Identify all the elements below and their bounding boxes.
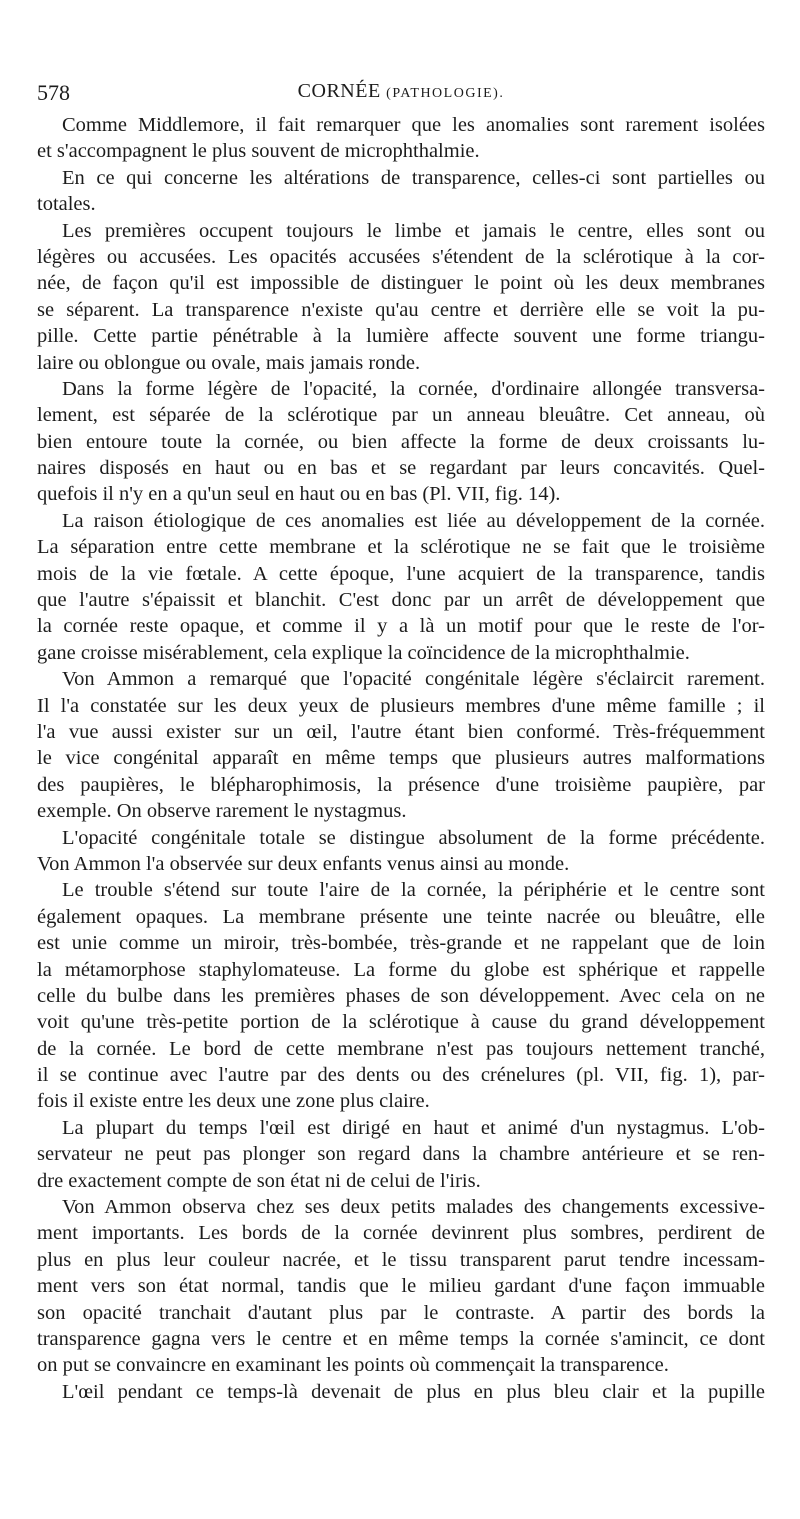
running-title-subtitle: (PATHOLOGIE).: [386, 86, 505, 101]
body-text: [37, 112, 765, 1405]
text-line: totales.: [37, 193, 96, 216]
text-line: on put se convaincre en examinant les points où commençait la transparence.: [37, 1354, 669, 1377]
paragraph: [37, 1194, 765, 1379]
paragraph: [37, 508, 765, 666]
text-line: est unie comme un miroir, très-bombée, très-grande et ne rappelant que de loin: [37, 932, 765, 955]
text-line: plus en plus leur couleur nacrée, et le tissu transparent parut tendre incessam-: [37, 1248, 765, 1271]
text-line: naires disposés en haut ou en bas et se regardant par leurs concavités. Quel-: [37, 457, 765, 480]
text-line: La plupart du temps l'œil est dirigé en haut et animé d'un nystagmus. L'ob-: [62, 1116, 765, 1139]
text-line: Dans la forme légère de l'opacité, la cornée, d'ordinaire allongée transversa-: [62, 377, 765, 400]
paragraph: [37, 218, 765, 376]
text-line: son opacité tranchait d'autant plus par le contraste. A partir des bords la: [37, 1301, 765, 1324]
text-line: de la cornée. Le bord de cette membrane n'est pas toujours nettement tranché,: [37, 1037, 765, 1060]
text-line: En ce qui concerne les altérations de transparence, celles-ci sont partielles ou: [62, 166, 765, 189]
running-header: [37, 80, 765, 106]
text-line: exemple. On observe rarement le nystagmus.: [37, 800, 407, 823]
text-line: la métamorphose staphylomateuse. La forme du globe est sphérique et rappelle: [37, 958, 765, 981]
running-title: [37, 80, 765, 103]
text-line: voit qu'une très-petite portion de la sclérotique à cause du grand développement: [37, 1011, 765, 1034]
text-line: légères ou accusées. Les opacités accusées s'étendent de la sclérotique à la cor-: [37, 245, 765, 268]
text-line: se séparent. La transparence n'existe qu'au centre et derrière elle se voit la pu-: [37, 298, 765, 321]
running-title-main: CORNÉE: [297, 80, 381, 102]
text-line: et s'accompagnent le plus souvent de microphthalmie.: [37, 140, 480, 163]
text-line: Von Ammon l'a observée sur deux enfants venus ainsi au monde.: [37, 852, 570, 875]
paragraph: [37, 877, 765, 1115]
text-line: Le trouble s'étend sur toute l'aire de la cornée, la périphérie et le centre sont: [62, 879, 765, 902]
text-line: la cornée reste opaque, et comme il y a là un motif pour que le reste de l'or-: [37, 615, 765, 638]
text-line: L'œil pendant ce temps-là devenait de plus en plus bleu clair et la pupille: [62, 1380, 765, 1403]
text-line: l'a vue aussi exister sur un œil, l'autre étant bien conformé. Très-fréquemment: [37, 720, 765, 743]
paragraph: [37, 825, 765, 878]
text-line: bien entoure toute la cornée, ou bien affecte la forme de deux croissants lu-: [37, 430, 765, 453]
text-line: gane croisse misérablement, cela explique la coïncidence de la microphthalmie.: [37, 641, 690, 664]
text-line: dre exactement compte de son état ni de celui de l'iris.: [37, 1169, 481, 1192]
text-line: également opaques. La membrane présente une teinte nacrée ou bleuâtre, elle: [37, 905, 765, 928]
text-line: il se continue avec l'autre par des dents ou des crénelures (pl. VII, fig. 1), par-: [37, 1064, 765, 1087]
text-line: Les premières occupent toujours le limbe et jamais le centre, elles sont ou: [62, 219, 765, 242]
paragraph: [37, 666, 765, 824]
text-line: mois de la vie fœtale. A cette époque, l'une acquiert de la transparence, tandis: [37, 562, 765, 585]
text-line: ment vers son état normal, tandis que le milieu gardant d'une façon immuable: [37, 1275, 765, 1298]
text-line: le vice congénital apparaît en même temps que plusieurs autres malformations: [37, 747, 765, 770]
text-line: Il l'a constatée sur les deux yeux de plusieurs membres d'une même famille ; il: [37, 694, 765, 717]
text-line: La raison étiologique de ces anomalies est liée au développement de la cornée.: [62, 509, 765, 532]
text-line: Von Ammon a remarqué que l'opacité congénitale légère s'éclaircit rarement.: [62, 668, 765, 691]
text-line: La séparation entre cette membrane et la sclérotique ne se fait que le troisième: [37, 536, 765, 559]
paragraph: [37, 376, 765, 508]
text-line: quefois il n'y en a qu'un seul en haut ou en bas (Pl. VII, fig. 14).: [37, 483, 561, 506]
page-number: 578: [37, 80, 70, 105]
text-line: Von Ammon observa chez ses deux petits malades des changements excessive-: [62, 1196, 765, 1219]
text-line: des paupières, le blépharophimosis, la présence d'une troisième paupière, par: [37, 773, 765, 796]
text-line: ment importants. Les bords de la cornée devinrent plus sombres, perdirent de: [37, 1222, 765, 1245]
paragraph: [37, 1379, 765, 1405]
paragraph: [37, 165, 765, 218]
text-line: née, de façon qu'il est impossible de distinguer le point où les deux membranes: [37, 272, 765, 295]
text-line: fois il existe entre les deux une zone plus claire.: [37, 1090, 430, 1113]
text-line: laire ou oblongue ou ovale, mais jamais ronde.: [37, 351, 421, 374]
text-line: L'opacité congénitale totale se distingue absolument de la forme précédente.: [62, 826, 765, 849]
text-line: servateur ne peut pas plonger son regard dans la chambre antérieure et se ren-: [37, 1143, 765, 1166]
text-line: pille. Cette partie pénétrable à la lumière affecte souvent une forme triangu-: [37, 325, 765, 348]
paragraph: [37, 1115, 765, 1194]
text-line: Comme Middlemore, il fait remarquer que les anomalies sont rarement isolées: [62, 114, 765, 136]
text-line: que l'autre s'épaissit et blanchit. C'est donc par un arrêt de développement que: [37, 589, 765, 612]
paragraph: [37, 112, 765, 165]
text-line: celle du bulbe dans les premières phases de son développement. Avec cela on ne: [37, 984, 765, 1007]
text-line: transparence gagna vers le centre et en même temps la cornée s'amincit, ce dont: [37, 1327, 765, 1350]
text-line: lement, est séparée de la sclérotique par un anneau bleuâtre. Cet anneau, où: [37, 404, 765, 427]
